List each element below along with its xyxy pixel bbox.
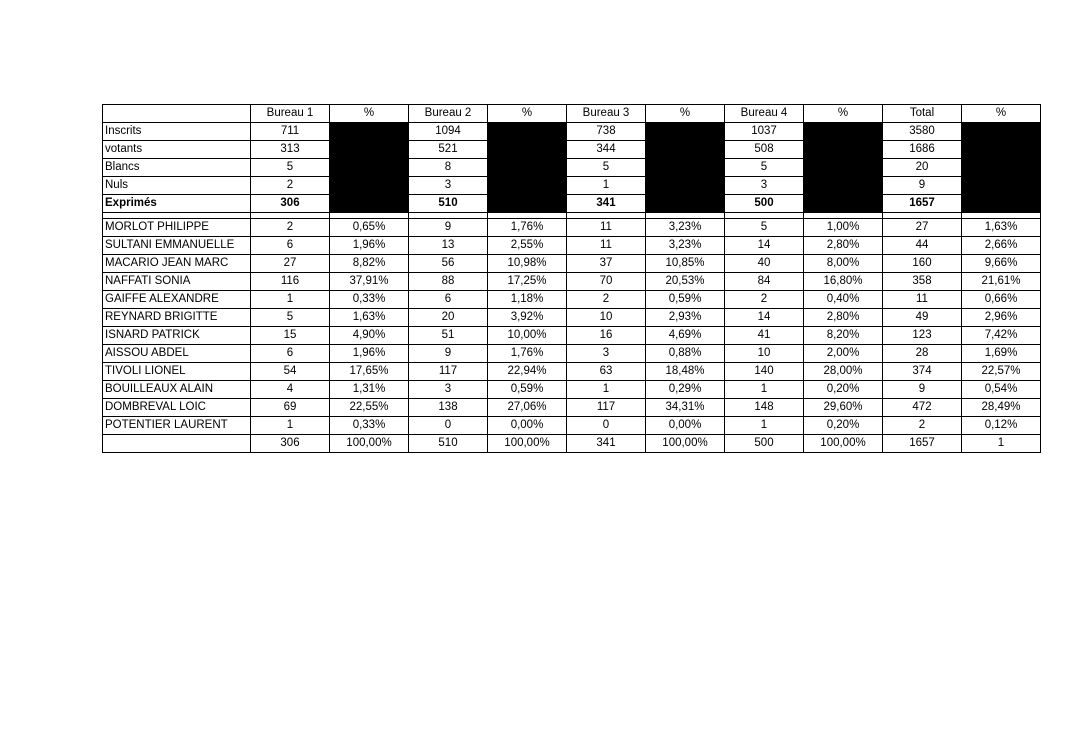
table-cell: 3580 — [883, 123, 962, 141]
candidate-name: ISNARD PATRICK — [103, 327, 251, 345]
row-label: Inscrits — [103, 123, 251, 141]
table-cell: 117 — [567, 399, 646, 417]
table-cell: 11 — [567, 219, 646, 237]
table-cell: 0,54% — [962, 381, 1041, 399]
table-cell: 0,59% — [646, 291, 725, 309]
table-cell: 20,53% — [646, 273, 725, 291]
totals-row — [103, 435, 1041, 453]
table-cell: 2 — [883, 417, 962, 435]
table-cell: 1686 — [883, 141, 962, 159]
table-cell: 5 — [567, 159, 646, 177]
table-cell: 28 — [883, 345, 962, 363]
table-cell: 2 — [251, 177, 330, 195]
table-cell: 69 — [251, 399, 330, 417]
table-cell: 2,80% — [804, 237, 883, 255]
table-cell: 22,55% — [330, 399, 409, 417]
table-cell: 1 — [251, 417, 330, 435]
redacted-cell — [804, 195, 883, 213]
table-cell: 41 — [725, 327, 804, 345]
candidate-name: SULTANI EMMANUELLE — [103, 237, 251, 255]
table-cell: 306 — [251, 195, 330, 213]
table-cell: 18,48% — [646, 363, 725, 381]
table-cell: 14 — [725, 309, 804, 327]
row-label: Nuls — [103, 177, 251, 195]
table-cell: 17,65% — [330, 363, 409, 381]
total-cell: 341 — [567, 435, 646, 453]
table-cell: 3,23% — [646, 219, 725, 237]
table-cell: 27 — [883, 219, 962, 237]
table-cell: 341 — [567, 195, 646, 213]
table-row — [103, 363, 1041, 381]
table-cell: 10,85% — [646, 255, 725, 273]
redacted-cell — [488, 195, 567, 213]
table-cell: 2 — [251, 219, 330, 237]
table-cell: 521 — [409, 141, 488, 159]
table-cell: 0 — [567, 417, 646, 435]
total-cell: 500 — [725, 435, 804, 453]
table-cell: 1,69% — [962, 345, 1041, 363]
table-cell: 2,55% — [488, 237, 567, 255]
table-cell: 374 — [883, 363, 962, 381]
total-cell: 510 — [409, 435, 488, 453]
table-cell: 1 — [251, 291, 330, 309]
summary-row — [103, 177, 1041, 195]
table-cell: 28,49% — [962, 399, 1041, 417]
summary-row — [103, 195, 1041, 213]
table-cell: 3 — [567, 345, 646, 363]
redacted-cell — [962, 123, 1041, 141]
table-cell: 2,80% — [804, 309, 883, 327]
table-cell: 15 — [251, 327, 330, 345]
table-cell: 358 — [883, 273, 962, 291]
table-cell: 0,33% — [330, 417, 409, 435]
table-cell: 44 — [883, 237, 962, 255]
table-row — [103, 381, 1041, 399]
table-cell: 0,33% — [330, 291, 409, 309]
table-cell: 0,29% — [646, 381, 725, 399]
table-cell: 9 — [409, 345, 488, 363]
table-cell: 138 — [409, 399, 488, 417]
header-cell: % — [804, 105, 883, 123]
table-cell: 0,88% — [646, 345, 725, 363]
table-cell: 140 — [725, 363, 804, 381]
table-cell: 500 — [725, 195, 804, 213]
header-cell — [103, 105, 251, 123]
table-cell: 3 — [725, 177, 804, 195]
header-row — [103, 105, 1041, 123]
table-cell: 1 — [567, 381, 646, 399]
table-cell: 508 — [725, 141, 804, 159]
table-cell: 711 — [251, 123, 330, 141]
redacted-cell — [330, 177, 409, 195]
table-cell: 1 — [725, 381, 804, 399]
redacted-cell — [488, 159, 567, 177]
redacted-cell — [488, 177, 567, 195]
table-cell: 8,20% — [804, 327, 883, 345]
table-cell: 1,31% — [330, 381, 409, 399]
table-cell: 148 — [725, 399, 804, 417]
table-cell: 738 — [567, 123, 646, 141]
header-cell: % — [646, 105, 725, 123]
table-cell: 88 — [409, 273, 488, 291]
table-cell: 1,96% — [330, 345, 409, 363]
table-cell: 16,80% — [804, 273, 883, 291]
table-row — [103, 345, 1041, 363]
table-cell: 1,76% — [488, 219, 567, 237]
table-cell: 37,91% — [330, 273, 409, 291]
table-cell: 1094 — [409, 123, 488, 141]
redacted-cell — [488, 123, 567, 141]
total-cell: 1657 — [883, 435, 962, 453]
table-cell: 22,57% — [962, 363, 1041, 381]
header-cell: Bureau 1 — [251, 105, 330, 123]
total-cell: 100,00% — [330, 435, 409, 453]
table-cell: 11 — [567, 237, 646, 255]
candidate-name: MACARIO JEAN MARC — [103, 255, 251, 273]
table-cell: 10,98% — [488, 255, 567, 273]
redacted-cell — [804, 177, 883, 195]
table-cell: 313 — [251, 141, 330, 159]
table-cell: 63 — [567, 363, 646, 381]
header-cell: % — [962, 105, 1041, 123]
table-cell: 0,20% — [804, 381, 883, 399]
table-cell: 54 — [251, 363, 330, 381]
header-cell: Bureau 2 — [409, 105, 488, 123]
table-cell: 8,82% — [330, 255, 409, 273]
table-cell: 10 — [567, 309, 646, 327]
redacted-cell — [962, 195, 1041, 213]
table-cell: 5 — [251, 159, 330, 177]
table-cell: 21,61% — [962, 273, 1041, 291]
total-cell: 306 — [251, 435, 330, 453]
table-row — [103, 417, 1041, 435]
redacted-cell — [804, 141, 883, 159]
redacted-cell — [646, 195, 725, 213]
table-row — [103, 273, 1041, 291]
table-cell: 84 — [725, 273, 804, 291]
table-cell: 16 — [567, 327, 646, 345]
table-cell: 0,00% — [488, 417, 567, 435]
table-cell: 7,42% — [962, 327, 1041, 345]
table-cell: 6 — [251, 345, 330, 363]
table-cell: 11 — [883, 291, 962, 309]
table-cell: 22,94% — [488, 363, 567, 381]
table-cell: 14 — [725, 237, 804, 255]
table-cell: 1,76% — [488, 345, 567, 363]
table-cell: 1037 — [725, 123, 804, 141]
redacted-cell — [330, 141, 409, 159]
table-cell: 4 — [251, 381, 330, 399]
table-cell: 17,25% — [488, 273, 567, 291]
table-cell: 3 — [409, 177, 488, 195]
table-cell: 1 — [725, 417, 804, 435]
table-cell: 20 — [883, 159, 962, 177]
candidate-name: TIVOLI LIONEL — [103, 363, 251, 381]
header-cell: Bureau 4 — [725, 105, 804, 123]
table-cell: 28,00% — [804, 363, 883, 381]
table-cell: 2,96% — [962, 309, 1041, 327]
table-cell: 9,66% — [962, 255, 1041, 273]
total-cell: 100,00% — [646, 435, 725, 453]
candidate-name: AISSOU ABDEL — [103, 345, 251, 363]
candidate-name: GAIFFE ALEXANDRE — [103, 291, 251, 309]
table-cell: 4,69% — [646, 327, 725, 345]
table-cell: 9 — [883, 177, 962, 195]
table-cell: 10 — [725, 345, 804, 363]
redacted-cell — [962, 159, 1041, 177]
header-cell: Bureau 3 — [567, 105, 646, 123]
table-cell: 51 — [409, 327, 488, 345]
table-cell: 27,06% — [488, 399, 567, 417]
table-cell: 3,92% — [488, 309, 567, 327]
table-cell: 20 — [409, 309, 488, 327]
summary-row — [103, 123, 1041, 141]
table-cell: 5 — [725, 219, 804, 237]
redacted-cell — [330, 123, 409, 141]
table-cell: 116 — [251, 273, 330, 291]
table-cell: 2 — [725, 291, 804, 309]
table-cell: 27 — [251, 255, 330, 273]
table-cell: 1657 — [883, 195, 962, 213]
summary-row — [103, 141, 1041, 159]
redacted-cell — [330, 159, 409, 177]
candidate-name: BOUILLEAUX ALAIN — [103, 381, 251, 399]
table-row — [103, 327, 1041, 345]
table-row — [103, 309, 1041, 327]
total-cell — [103, 435, 251, 453]
table-cell: 6 — [251, 237, 330, 255]
table-cell: 5 — [725, 159, 804, 177]
header-cell: Total — [883, 105, 962, 123]
table-cell: 0,65% — [330, 219, 409, 237]
redacted-cell — [804, 123, 883, 141]
table-cell: 344 — [567, 141, 646, 159]
table-cell: 37 — [567, 255, 646, 273]
table-cell: 10,00% — [488, 327, 567, 345]
row-label: Exprimés — [103, 195, 251, 213]
candidate-name: REYNARD BRIGITTE — [103, 309, 251, 327]
table-cell: 160 — [883, 255, 962, 273]
table-cell: 0,59% — [488, 381, 567, 399]
header-cell: % — [330, 105, 409, 123]
table-cell: 1,18% — [488, 291, 567, 309]
redacted-cell — [804, 159, 883, 177]
row-label: votants — [103, 141, 251, 159]
redacted-cell — [646, 159, 725, 177]
table-cell: 117 — [409, 363, 488, 381]
table-cell: 2,00% — [804, 345, 883, 363]
table-cell: 9 — [409, 219, 488, 237]
table-cell: 0,66% — [962, 291, 1041, 309]
table-row — [103, 399, 1041, 417]
table-cell: 472 — [883, 399, 962, 417]
table-row — [103, 237, 1041, 255]
total-cell: 100,00% — [488, 435, 567, 453]
table-cell: 0,00% — [646, 417, 725, 435]
table-cell: 0,12% — [962, 417, 1041, 435]
table-cell: 6 — [409, 291, 488, 309]
table-cell: 56 — [409, 255, 488, 273]
redacted-cell — [646, 177, 725, 195]
redacted-cell — [646, 123, 725, 141]
table-cell: 0,20% — [804, 417, 883, 435]
table-cell: 70 — [567, 273, 646, 291]
redacted-cell — [646, 141, 725, 159]
table-cell: 123 — [883, 327, 962, 345]
redacted-cell — [488, 141, 567, 159]
table-cell: 9 — [883, 381, 962, 399]
table-cell: 8,00% — [804, 255, 883, 273]
summary-row — [103, 159, 1041, 177]
candidate-name: POTENTIER LAURENT — [103, 417, 251, 435]
table-cell: 2 — [567, 291, 646, 309]
table-cell: 3 — [409, 381, 488, 399]
table-cell: 8 — [409, 159, 488, 177]
table-row — [103, 291, 1041, 309]
table-cell: 1,63% — [330, 309, 409, 327]
table-cell: 29,60% — [804, 399, 883, 417]
table-cell: 49 — [883, 309, 962, 327]
table-cell: 34,31% — [646, 399, 725, 417]
table-cell: 1,96% — [330, 237, 409, 255]
redacted-cell — [962, 177, 1041, 195]
table-cell: 1 — [567, 177, 646, 195]
table-cell: 13 — [409, 237, 488, 255]
total-cell: 100,00% — [804, 435, 883, 453]
table-cell: 1,63% — [962, 219, 1041, 237]
redacted-cell — [962, 141, 1041, 159]
table-cell: 2,93% — [646, 309, 725, 327]
table-cell: 0,40% — [804, 291, 883, 309]
row-label: Blancs — [103, 159, 251, 177]
table-cell: 5 — [251, 309, 330, 327]
table-cell: 1,00% — [804, 219, 883, 237]
candidate-name: DOMBREVAL LOIC — [103, 399, 251, 417]
table-row — [103, 219, 1041, 237]
candidate-name: NAFFATI SONIA — [103, 273, 251, 291]
table-cell: 3,23% — [646, 237, 725, 255]
table-cell: 510 — [409, 195, 488, 213]
election-results-table — [102, 104, 1041, 453]
table-row — [103, 255, 1041, 273]
table-cell: 0 — [409, 417, 488, 435]
header-cell: % — [488, 105, 567, 123]
table-cell: 40 — [725, 255, 804, 273]
candidate-name: MORLOT PHILIPPE — [103, 219, 251, 237]
table-cell: 4,90% — [330, 327, 409, 345]
table-cell: 2,66% — [962, 237, 1041, 255]
redacted-cell — [330, 195, 409, 213]
total-cell: 1 — [962, 435, 1041, 453]
